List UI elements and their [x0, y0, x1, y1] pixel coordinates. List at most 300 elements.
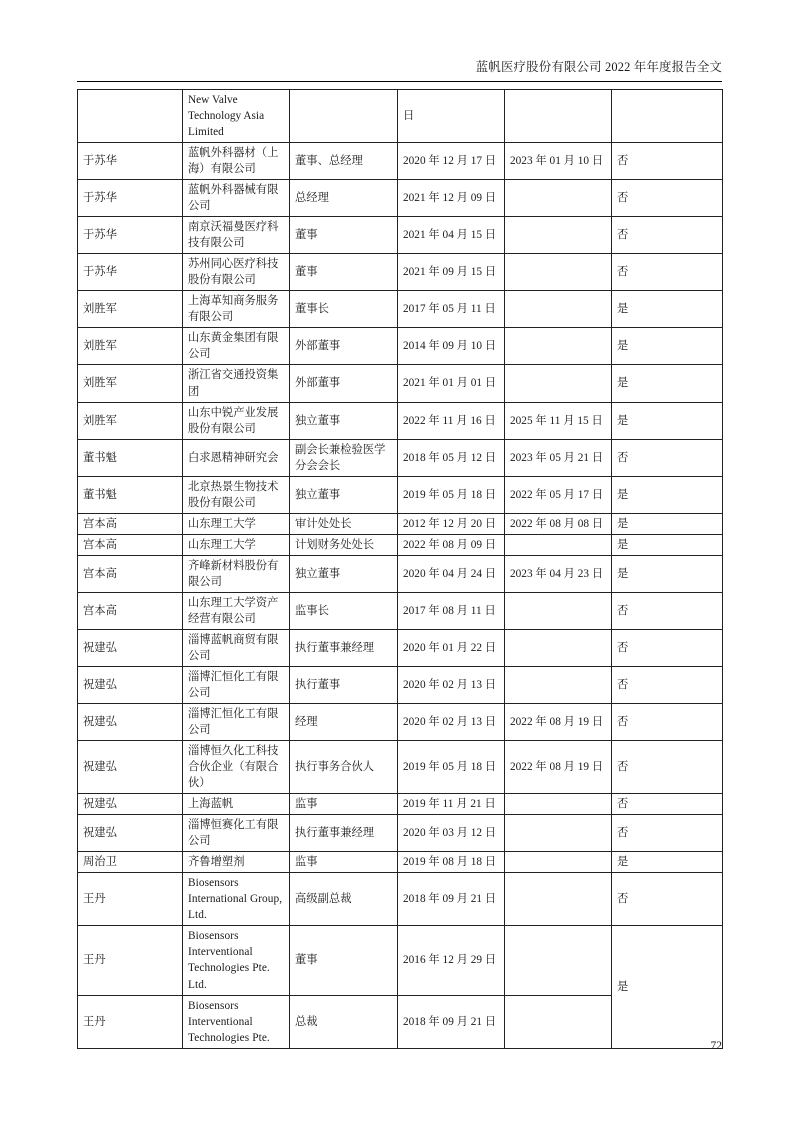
cell-position	[290, 666, 398, 703]
cell-end-date	[505, 402, 612, 439]
cell-paid-flag-text: 否	[617, 155, 629, 168]
cell-paid-flag	[612, 476, 723, 513]
cell-name-text: 周治卫	[83, 856, 117, 869]
cell-end-date	[505, 852, 612, 873]
table-row	[78, 815, 723, 852]
table-row	[78, 513, 723, 534]
cell-end-date	[505, 794, 612, 815]
cell-end-date	[505, 143, 612, 180]
cell-company	[183, 513, 290, 534]
cell-start-date	[398, 328, 505, 365]
cell-name-text: 于苏华	[83, 155, 117, 168]
cell-name-text: 董书魁	[83, 488, 117, 501]
cell-position	[290, 926, 398, 995]
cell-start-date	[398, 815, 505, 852]
cell-company-text: 齐鲁增塑剂	[188, 856, 245, 869]
cell-paid-flag-text: 是	[617, 303, 629, 316]
cell-end-date	[505, 995, 612, 1048]
cell-name	[78, 815, 183, 852]
cell-company	[183, 815, 290, 852]
cell-name	[78, 704, 183, 741]
cell-name	[78, 926, 183, 995]
cell-paid-flag	[612, 629, 723, 666]
cell-start-date-text: 2020 年 12 月 17 日	[403, 155, 497, 168]
cell-end-date-text: 2022 年 05 月 17 日	[510, 488, 604, 501]
cell-paid-flag-text: 否	[617, 827, 629, 840]
cell-start-date-text: 2021 年 09 月 15 日	[403, 266, 497, 279]
related-positions-table	[77, 89, 723, 1049]
cell-position	[290, 629, 398, 666]
cell-name-text: 刘胜军	[83, 340, 117, 353]
cell-position-text: 总经理	[295, 192, 329, 205]
table-row	[78, 926, 723, 995]
page-number: 72	[710, 1040, 722, 1052]
cell-name	[78, 402, 183, 439]
cell-position-text: 外部董事	[295, 377, 341, 390]
cell-company-text: 山东理工大学	[188, 517, 256, 530]
cell-name-text: 于苏华	[83, 266, 117, 279]
cell-name-text: 祝建弘	[83, 827, 117, 840]
cell-end-date	[505, 534, 612, 555]
cell-name	[78, 439, 183, 476]
cell-name-text: 刘胜军	[83, 414, 117, 427]
cell-end-date	[505, 815, 612, 852]
cell-position-text: 执行董事	[295, 678, 341, 691]
cell-company	[183, 328, 290, 365]
cell-company-text: 北京热景生物技术股份有限公司	[188, 480, 279, 509]
table-row	[78, 555, 723, 592]
table-row	[78, 629, 723, 666]
table-row	[78, 439, 723, 476]
cell-name	[78, 873, 183, 926]
cell-start-date-text: 2017 年 05 月 11 日	[403, 303, 496, 316]
cell-start-date	[398, 90, 505, 143]
cell-end-date	[505, 513, 612, 534]
cell-name-text: 宫本高	[83, 604, 117, 617]
cell-paid-flag	[612, 90, 723, 143]
cell-start-date	[398, 704, 505, 741]
cell-end-date-text: 2022 年 08 月 08 日	[510, 517, 604, 530]
cell-name-text: 祝建弘	[83, 678, 117, 691]
cell-position-text: 监事	[295, 856, 318, 869]
cell-end-date	[505, 629, 612, 666]
cell-company-text: 南京沃福曼医疗科技有限公司	[188, 221, 279, 250]
cell-name-text: 祝建弘	[83, 798, 117, 811]
cell-name-text: 祝建弘	[83, 761, 117, 774]
cell-paid-flag	[612, 254, 723, 291]
cell-paid-flag-text: 否	[617, 266, 629, 279]
cell-name	[78, 629, 183, 666]
cell-paid-flag-text: 否	[617, 641, 629, 654]
cell-position-text: 董事	[295, 266, 318, 279]
cell-company	[183, 476, 290, 513]
cell-company-text: 淄博汇恒化工有限公司	[188, 670, 279, 699]
table-row	[78, 666, 723, 703]
cell-company	[183, 995, 290, 1048]
cell-position	[290, 815, 398, 852]
table-row	[78, 291, 723, 328]
cell-paid-flag	[612, 143, 723, 180]
cell-paid-flag	[612, 291, 723, 328]
cell-name	[78, 666, 183, 703]
cell-company	[183, 873, 290, 926]
cell-company	[183, 592, 290, 629]
cell-name	[78, 143, 183, 180]
cell-company-text: 淄博恒久化工科技合伙企业（有限合伙）	[188, 745, 279, 790]
cell-name	[78, 291, 183, 328]
cell-paid-flag	[612, 402, 723, 439]
cell-paid-flag-text: 是	[617, 981, 629, 993]
cell-start-date-text: 2012 年 12 月 20 日	[403, 517, 497, 530]
cell-start-date	[398, 217, 505, 254]
cell-start-date	[398, 592, 505, 629]
cell-company	[183, 704, 290, 741]
cell-name	[78, 513, 183, 534]
cell-start-date-text: 2019 年 05 月 18 日	[403, 761, 497, 774]
cell-paid-flag	[612, 926, 723, 1048]
cell-position-text: 董事、总经理	[295, 155, 363, 168]
cell-start-date	[398, 513, 505, 534]
cell-end-date	[505, 439, 612, 476]
cell-position	[290, 90, 398, 143]
cell-position	[290, 995, 398, 1048]
cell-name	[78, 254, 183, 291]
cell-start-date	[398, 926, 505, 995]
cell-start-date	[398, 439, 505, 476]
cell-position	[290, 704, 398, 741]
cell-name	[78, 995, 183, 1048]
cell-position-text: 董事	[295, 954, 318, 967]
cell-start-date-text: 2018 年 09 月 21 日	[403, 1015, 497, 1028]
table-body	[78, 90, 723, 1049]
cell-end-date	[505, 555, 612, 592]
cell-start-date	[398, 629, 505, 666]
table-row	[78, 852, 723, 873]
cell-start-date	[398, 852, 505, 873]
cell-paid-flag-text: 否	[617, 678, 629, 691]
cell-start-date	[398, 741, 505, 794]
cell-company-text: 上海革知商务服务有限公司	[188, 295, 279, 324]
cell-company-text: New Valve Technology Asia Limited	[188, 94, 265, 139]
cell-name-text: 王丹	[83, 893, 106, 906]
cell-name-text: 宫本高	[83, 517, 117, 530]
cell-position	[290, 476, 398, 513]
cell-company	[183, 365, 290, 402]
cell-name	[78, 328, 183, 365]
cell-start-date-text: 2022 年 11 月 16 日	[403, 414, 496, 427]
cell-start-date	[398, 995, 505, 1048]
cell-start-date-text: 2019 年 05 月 18 日	[403, 488, 497, 501]
cell-company-text: 苏州同心医疗科技股份有限公司	[188, 258, 279, 287]
cell-position-text: 经理	[295, 716, 318, 729]
cell-end-date-text: 2023 年 04 月 23 日	[510, 567, 604, 580]
cell-position-text: 执行董事兼经理	[295, 827, 375, 840]
cell-position	[290, 254, 398, 291]
table-row	[78, 592, 723, 629]
cell-start-date-text: 2020 年 02 月 13 日	[403, 716, 497, 729]
cell-end-date-text: 2023 年 01 月 10 日	[510, 155, 604, 168]
cell-name	[78, 365, 183, 402]
cell-start-date-text: 2018 年 09 月 21 日	[403, 893, 497, 906]
cell-paid-flag-text: 是	[617, 377, 629, 390]
cell-start-date-text: 2021 年 01 月 01 日	[403, 377, 497, 390]
cell-end-date	[505, 592, 612, 629]
table-row	[78, 402, 723, 439]
cell-paid-flag-text: 是	[617, 340, 629, 353]
cell-end-date-text: 2022 年 08 月 19 日	[510, 716, 604, 729]
table-row	[78, 254, 723, 291]
cell-start-date-text: 2020 年 01 月 22 日	[403, 641, 497, 654]
cell-start-date-text: 2020 年 03 月 12 日	[403, 827, 497, 840]
cell-end-date	[505, 254, 612, 291]
cell-position	[290, 534, 398, 555]
cell-name-text: 刘胜军	[83, 377, 117, 390]
cell-name-text: 宫本高	[83, 538, 117, 551]
cell-name	[78, 555, 183, 592]
cell-end-date	[505, 476, 612, 513]
cell-company-text: 淄博蓝帆商贸有限公司	[188, 633, 279, 662]
cell-company	[183, 794, 290, 815]
cell-start-date	[398, 291, 505, 328]
cell-position-text: 总裁	[295, 1015, 318, 1028]
table-row	[78, 476, 723, 513]
related-positions-table-wrapper	[77, 89, 722, 1049]
cell-position-text: 执行事务合伙人	[295, 761, 375, 774]
cell-position-text: 审计处处长	[295, 517, 352, 530]
table-row	[78, 794, 723, 815]
cell-paid-flag-text: 是	[617, 567, 629, 580]
cell-start-date	[398, 873, 505, 926]
table-row	[78, 534, 723, 555]
cell-position-text: 高级副总裁	[295, 893, 352, 906]
cell-start-date	[398, 555, 505, 592]
cell-company-text: 白求恩精神研究会	[188, 451, 279, 464]
cell-name-text: 董书魁	[83, 451, 117, 464]
cell-position	[290, 852, 398, 873]
cell-start-date	[398, 402, 505, 439]
cell-position	[290, 873, 398, 926]
cell-start-date	[398, 476, 505, 513]
cell-name-text: 祝建弘	[83, 716, 117, 729]
cell-start-date	[398, 534, 505, 555]
cell-position-text: 独立董事	[295, 488, 341, 501]
table-row	[78, 741, 723, 794]
cell-paid-flag-text: 否	[617, 451, 629, 464]
cell-position-text: 独立董事	[295, 414, 341, 427]
cell-position	[290, 291, 398, 328]
cell-company	[183, 254, 290, 291]
table-row	[78, 180, 723, 217]
cell-start-date	[398, 666, 505, 703]
cell-company-text: Biosensors Interventional Technologies Pte. Ltd.	[188, 930, 270, 991]
cell-position-text: 外部董事	[295, 340, 341, 353]
cell-paid-flag-text: 否	[617, 893, 629, 906]
cell-end-date	[505, 926, 612, 995]
cell-name	[78, 852, 183, 873]
cell-position-text: 董事长	[295, 303, 329, 316]
table-row	[78, 143, 723, 180]
cell-end-date	[505, 180, 612, 217]
cell-end-date	[505, 741, 612, 794]
table-row	[78, 90, 723, 143]
cell-start-date-text: 2019 年 08 月 18 日	[403, 856, 497, 869]
cell-company	[183, 629, 290, 666]
cell-end-date-text: 2025 年 11 月 15 日	[510, 414, 603, 427]
cell-paid-flag-text: 否	[617, 192, 629, 205]
cell-start-date-text: 2020 年 04 月 24 日	[403, 567, 497, 580]
cell-start-date	[398, 143, 505, 180]
cell-start-date-text: 2020 年 02 月 13 日	[403, 678, 497, 691]
cell-company-text: 山东理工大学	[188, 538, 256, 551]
cell-name	[78, 217, 183, 254]
cell-paid-flag-text: 是	[617, 488, 629, 501]
cell-paid-flag-text: 是	[617, 538, 629, 551]
cell-paid-flag	[612, 217, 723, 254]
cell-paid-flag	[612, 180, 723, 217]
cell-name-text: 宫本高	[83, 567, 117, 580]
cell-paid-flag	[612, 815, 723, 852]
cell-position	[290, 180, 398, 217]
cell-paid-flag	[612, 328, 723, 365]
cell-paid-flag	[612, 439, 723, 476]
cell-start-date-text: 2018 年 05 月 12 日	[403, 451, 497, 464]
cell-position	[290, 143, 398, 180]
cell-position	[290, 328, 398, 365]
cell-paid-flag	[612, 852, 723, 873]
cell-position	[290, 439, 398, 476]
cell-company	[183, 555, 290, 592]
cell-position-text: 执行董事兼经理	[295, 641, 375, 654]
cell-company-text: 山东黄金集团有限公司	[188, 332, 279, 361]
cell-company-text: 上海蓝帆	[188, 798, 234, 811]
cell-paid-flag	[612, 513, 723, 534]
cell-start-date-text: 2017 年 08 月 11 日	[403, 604, 496, 617]
cell-company	[183, 90, 290, 143]
cell-position	[290, 592, 398, 629]
table-row	[78, 873, 723, 926]
cell-position	[290, 365, 398, 402]
cell-position	[290, 513, 398, 534]
cell-company	[183, 402, 290, 439]
cell-start-date-text: 日	[403, 110, 415, 123]
cell-company-text: 山东中锐产业发展股份有限公司	[188, 406, 279, 435]
cell-paid-flag	[612, 534, 723, 555]
cell-name	[78, 741, 183, 794]
cell-company	[183, 741, 290, 794]
cell-end-date	[505, 365, 612, 402]
cell-start-date-text: 2016 年 12 月 29 日	[403, 954, 497, 967]
cell-company-text: 蓝帆外科器械有限公司	[188, 184, 279, 213]
cell-company-text: 浙江省交通投资集团	[188, 369, 279, 398]
cell-name	[78, 180, 183, 217]
cell-position	[290, 555, 398, 592]
cell-start-date	[398, 365, 505, 402]
cell-start-date-text: 2019 年 11 月 21 日	[403, 798, 496, 811]
cell-position-text: 独立董事	[295, 567, 341, 580]
cell-company-text: 齐峰新材料股份有限公司	[188, 559, 279, 588]
cell-start-date	[398, 794, 505, 815]
cell-name-text: 祝建弘	[83, 641, 117, 654]
cell-name	[78, 592, 183, 629]
cell-end-date	[505, 90, 612, 143]
cell-position	[290, 794, 398, 815]
cell-end-date	[505, 666, 612, 703]
table-row	[78, 704, 723, 741]
cell-company	[183, 143, 290, 180]
cell-paid-flag	[612, 555, 723, 592]
cell-paid-flag-text: 否	[617, 761, 629, 774]
cell-position-text: 副会长兼检验医学分会会长	[295, 443, 386, 472]
cell-end-date-text: 2023 年 05 月 21 日	[510, 451, 604, 464]
cell-paid-flag	[612, 365, 723, 402]
cell-position-text: 计划财务处处长	[295, 538, 375, 551]
cell-name-text: 于苏华	[83, 229, 117, 242]
cell-paid-flag	[612, 873, 723, 926]
cell-start-date-text: 2021 年 12 月 09 日	[403, 192, 497, 205]
table-row	[78, 217, 723, 254]
cell-company	[183, 666, 290, 703]
cell-paid-flag-text: 否	[617, 716, 629, 729]
cell-end-date	[505, 328, 612, 365]
table-row	[78, 328, 723, 365]
cell-paid-flag-text: 是	[617, 856, 629, 869]
cell-name-text: 于苏华	[83, 192, 117, 205]
cell-position	[290, 402, 398, 439]
cell-position-text: 监事长	[295, 604, 329, 617]
cell-start-date-text: 2014 年 09 月 10 日	[403, 340, 497, 353]
cell-company	[183, 852, 290, 873]
cell-end-date	[505, 217, 612, 254]
cell-paid-flag	[612, 704, 723, 741]
cell-company	[183, 534, 290, 555]
cell-paid-flag-text: 否	[617, 604, 629, 617]
cell-paid-flag	[612, 794, 723, 815]
cell-company-text: Biosensors Interventional Technologies Pte.	[188, 999, 270, 1044]
cell-name-text: 王丹	[83, 954, 106, 967]
cell-start-date-text: 2021 年 04 月 15 日	[403, 229, 497, 242]
cell-company-text: Biosensors International Group, Ltd.	[188, 877, 283, 922]
cell-start-date	[398, 254, 505, 291]
cell-position	[290, 741, 398, 794]
cell-paid-flag	[612, 592, 723, 629]
page-header	[77, 52, 722, 82]
cell-company	[183, 180, 290, 217]
cell-position	[290, 217, 398, 254]
cell-name-text: 王丹	[83, 1015, 106, 1028]
cell-paid-flag	[612, 741, 723, 794]
report-title: 蓝帆医疗股份有限公司 2022 年年度报告全文	[475, 60, 722, 74]
cell-position-text: 董事	[295, 229, 318, 242]
cell-company-text: 淄博汇恒化工有限公司	[188, 708, 279, 737]
cell-end-date-text: 2022 年 08 月 19 日	[510, 761, 604, 774]
table-row	[78, 365, 723, 402]
cell-name	[78, 534, 183, 555]
cell-company-text: 山东理工大学资产经营有限公司	[188, 596, 279, 625]
cell-end-date	[505, 873, 612, 926]
cell-name	[78, 476, 183, 513]
cell-company-text: 淄博恒赛化工有限公司	[188, 819, 279, 848]
cell-company	[183, 217, 290, 254]
cell-paid-flag-text: 否	[617, 798, 629, 811]
cell-paid-flag-text: 否	[617, 229, 629, 242]
cell-position-text: 监事	[295, 798, 318, 811]
cell-end-date	[505, 704, 612, 741]
cell-company	[183, 926, 290, 995]
cell-paid-flag-text: 是	[617, 414, 629, 427]
cell-company	[183, 439, 290, 476]
cell-paid-flag-text: 是	[617, 517, 629, 530]
cell-end-date	[505, 291, 612, 328]
